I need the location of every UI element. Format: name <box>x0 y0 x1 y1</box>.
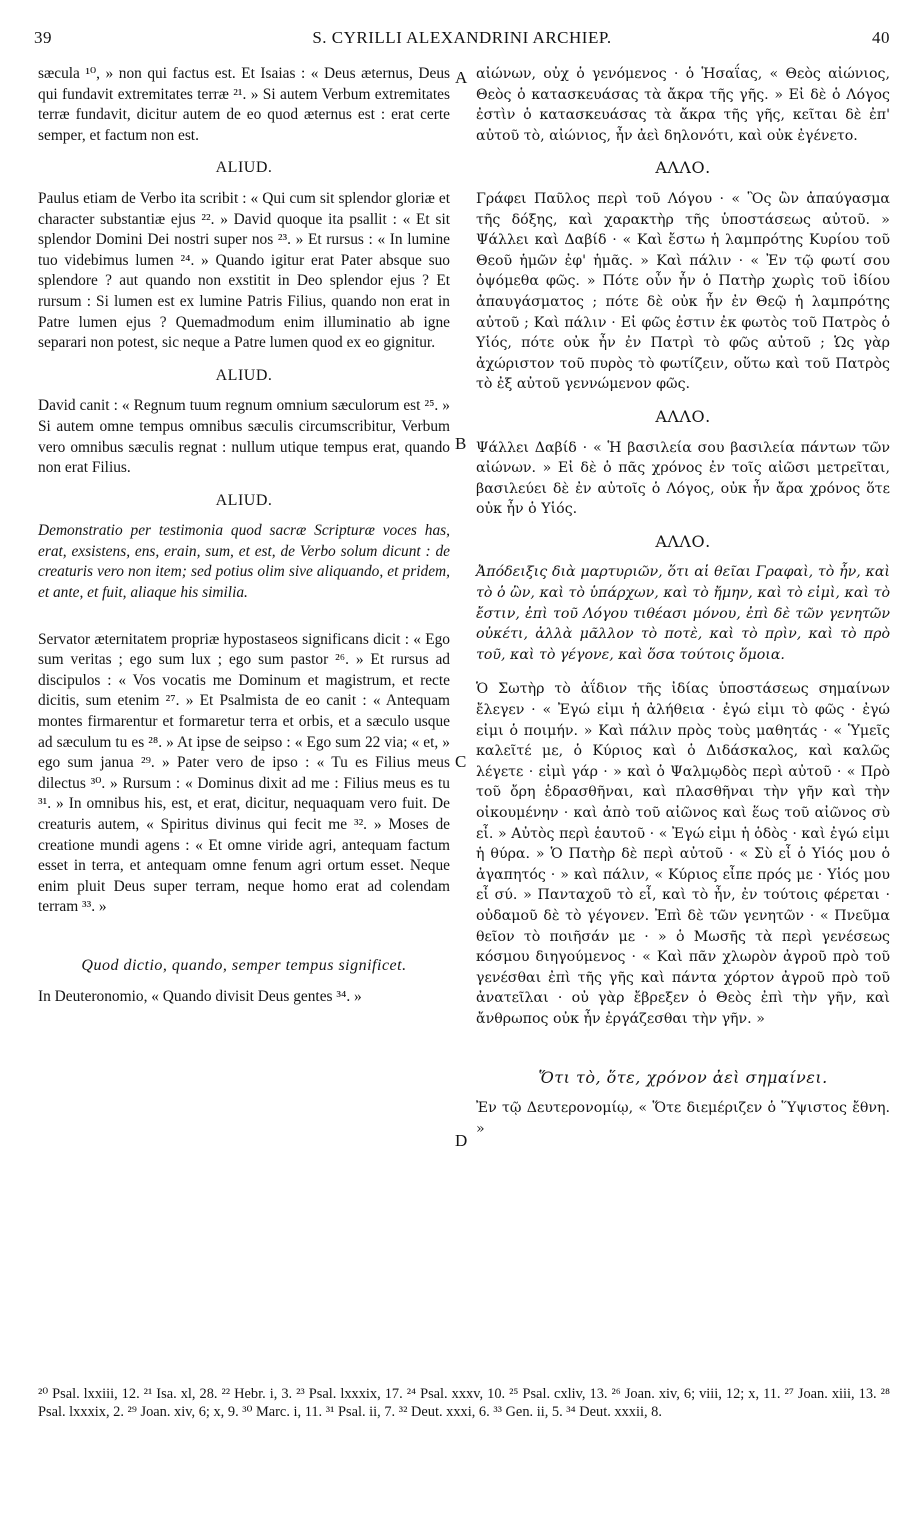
greek-heading-allo-3: ΑΛΛΟ. <box>655 531 711 551</box>
greek-heading-allo-2: ΑΛΛΟ. <box>655 406 711 426</box>
running-title: S. CYRILLI ALEXANDRINI ARCHIEP. <box>312 28 612 47</box>
greek-column <box>476 64 890 1139</box>
greek-paragraph-5: Ὁ Σωτὴρ τὸ ἀΐδιον τῆς ἰδίας ὑποστάσεως σημαίνων ἔλεγεν · « Ἐγώ εἰμι ἡ ἀλήθεια · ἐγώ εἰμι τὸ φῶς · ἐγώ εἰμι ὁ ποιμήν. » Καὶ πάλιν πρὸς τοὺς μαθητάς · « Ὑμεῖς καλεῖτέ με, ὁ Κύριος καὶ ὁ Διδάσκαλος, καὶ καλῶς λέγετε · εἰμὶ γάρ · » καὶ ὁ Ψαλμῳδὸς περὶ αὐτοῦ · « Πρὸ τοῦ ὄρη ἑδρασθῆναι, καὶ πλασθῆναι τὴν γῆν καὶ τὴν οἰκουμένην · καὶ ἀπὸ τοῦ αἰῶνος καὶ ἕως τοῦ αἰῶνος σὺ εἶ. » Αὐτὸς περὶ ἑαυτοῦ · « Ἐγώ εἰμι ἡ ὁδὸς · καὶ ἐγώ εἰμι ἡ θύρα. » Ὁ Πατὴρ δὲ περὶ αὐτοῦ · « Σὺ εἶ ὁ Υἱός μου ὁ ἀγαπητός · » καὶ πάλιν, « Κύριος εἶπε πρός με · Υἱός μου εἶ σύ. » Πανταχοῦ τὸ εἶ, καὶ τὸ ἦν, ἐν τούτοις φέρεται · οὐδαμοῦ δὲ τὸ γέγονεν. Ἐπὶ δὲ τῶν γενητῶν · « Πνεῦμα θεῖον τὸ ποιῆσάν με · » ὁ Μωσῆς τὰ περὶ γενέσεως κόσμου διηγούμενος · « Καὶ πᾶν χλωρὸν ἀγροῦ πρὸ τοῦ γενέσθαι ἐπὶ τῆς γῆς καὶ πάντα χόρτον ἀγροῦ πρὸ τοῦ ἀνατεῖλαι · οὐ γὰρ ἔβρεξεν ὁ Θεὸς ἐπὶ τὴν γῆν, καὶ ἄνθρωπος οὐκ ἦν ἐργάζεσθαι τὴν γῆν. » <box>476 681 890 1027</box>
margin-marker-c: C <box>455 752 467 771</box>
greek-demonstration-title: Ἀπόδειξις διὰ μαρτυριῶν, ὅτι αἱ θεῖαι Γραφαὶ, τὸ ἦν, καὶ τὸ ὁ ὢν, καὶ τὸ ὑπάρχων, καὶ τὸ ἤμην, καὶ τὸ εἰμὶ, καὶ τὸ ἔστιν, ἐπὶ τοῦ Λόγου τιθέασι μόνου, ἐπὶ δὲ τῶν γενητῶν οὐκέτι, ἀλλὰ μᾶλλον τὸ ποτὲ, καὶ τὸ πρὶν, καὶ τὸ πρὸ τοῦ, καὶ τὸ γέγονε, καὶ ὅσα τούτοις ὅμοια. <box>476 564 890 663</box>
latin-demonstration-title: Demonstratio per testimonia quod sacræ Scripturæ voces has, erat, exsistens, ens, erain, sum, et est, de Verbo solum dicunt : de creaturis vero non item; sed potius olim sive aliquando, et pridem, et ante, et fuit, aliaque his similia. <box>38 522 450 602</box>
latin-paragraph-7: In Deuteronomio, « Quando divisit Deus gentes ³⁴. » <box>38 987 362 1005</box>
margin-marker-d: D <box>455 1131 468 1150</box>
footnote-text: ²⁰ Psal. lxxiii, 12. ²¹ Isa. xl, 28. ²² Hebr. i, 3. ²³ Psal. lxxxix, 17. ²⁴ Psal. xxxv, 10. ²⁵ Psal. cxliv, 13. ²⁶ Joan. xiv, 6; viii, 12; x, 11. ²⁷ Joan. xiii, 13. ²⁸ Psal. lxxxix, 2. ²⁹ Joan. xiv, 6; x, 9. ³⁰ Marc. i, 11. ³¹ Psal. ii, 7. ³² Deut. xxxi, 6. ³³ Gen. ii, 5. ³⁴ Deut. xxxii, 8. <box>38 1386 890 1420</box>
footnotes <box>38 1385 890 1421</box>
latin-heading-aliud-3: ALIUD. <box>215 491 273 509</box>
page-header <box>34 28 890 54</box>
margin-marker-b: B <box>455 434 467 453</box>
greek-section-title: Ὅτι τὸ, ὅτε, χρόνον ἀεὶ σημαίνει. <box>538 1067 828 1087</box>
latin-section-title: Quod dictio, quando, semper tempus significet. <box>81 956 407 974</box>
greek-heading-allo-1: ΑΛΛΟ. <box>655 158 711 178</box>
latin-heading-aliud-1: ALIUD. <box>215 159 273 177</box>
latin-paragraph-1: sæcula ¹⁰, » non qui factus est. Et Isaias : « Deus æternus, Deus qui fundavit extremitates terræ ²¹. » Si autem Verbum extremitates terræ fundavit, dicitur autem de eo quod æternus est : erat certe semper, et factum non est. <box>38 65 450 144</box>
greek-paragraph-7: Ἐν τῷ Δευτερονομίῳ, « Ὅτε διεμέριζεν ὁ Ὕψιστος ἔθνη. » <box>476 1100 890 1137</box>
latin-paragraph-3: David canit : « Regnum tuum regnum omnium sæculorum est ²⁵. » Si autem omne tempus omnibus sæculis circumscribitur, Verbum vero omnibus sæculis regnat : nullum utique tempus erat, quando non erat Filius. <box>38 397 450 477</box>
latin-paragraph-5: Servator æternitatem propriæ hypostaseos significans dicit : « Ego sum veritas ; ego sum lux ; ego sum pastor ²⁶. » Et rursus ad discipulos : « Vos vocatis me Dominum et magistrum, et recte dicitis, sum etenim ²⁷. » Et Psalmista de eo canit : « Antequam montes firmarentur et formaretur terra et orbis, et a sæculo usque ad sæculum tu es ²⁸. » At ipse de seipso : « Ego sum 22 via; « et, » ego sum janua ²⁹. » Pater vero de ipso : « Tu es Filius meus dilectus ³⁰. » Rursum : « Dominus dixit ad me : Filius meus es tu ³¹. » In omnibus his, est, et erat, dicitur, nequaquam vero fuit. De creaturis autem, « Spiritus divinus qui fecit me ³². » Moses de creatione mundi agens : « Et omne viride agri, antequam factum esset in terra, et antequam omne fenum agri ortum esset. Neque enim pluit Deus super terram, neque homo erat ad colendam terram ³³. » <box>38 630 450 916</box>
latin-heading-aliud-2: ALIUD. <box>215 366 273 384</box>
latin-paragraph-2: Paulus etiam de Verbo ita scribit : « Qui cum sit splendor gloriæ et character substantiæ ejus ²². » David quoque ita psallit : « Et sit splendor Domini Dei nostri super nos ²³. » Et rursus : « In lumine tuo videbimus lumen ²⁴. » Quando igitur erat Pater absque suo splendore ? aut quando non exstitit in Deo splendor ejus ? Et rursum : Si lumen est ex lumine Patris Filius, quando non erat in Patre lumen ejus ? Quemadmodum enim illuminatio ab igne separari non potest, sic neque a Patre lumen quod ex eo gignitur. <box>38 189 450 352</box>
greek-paragraph-2: Γράφει Παῦλος περὶ τοῦ Λόγου · « Ὃς ὢν ἀπαύγασμα τῆς δόξης, καὶ χαρακτὴρ τῆς ὑποστάσεως αὐτοῦ. » Ψάλλει καὶ Δαβίδ · « Καὶ ἔστω ἡ λαμπρότης Κυρίου τοῦ Θεοῦ ἡμῶν ἐφ' ἡμᾶς. » Καὶ πάλιν · « Ἐν τῷ φωτί σου ὀψόμεθα φῶς. » Πότε οὖν ἦν ὁ Πατὴρ χωρὶς τοῦ ἰδίου ἀπαυγάσματος ; πότε δὲ οὐκ ἦν ἐν Θεῷ ἡ λαμπρότης αὐτοῦ ; Καὶ πάλιν · Εἰ φῶς ἐστιν ἐκ φωτὸς τοῦ Πατρὸς ὁ Υἱός, πότε οὐκ ἦν ἐν Πατρὶ τὸ φῶς αὐτοῦ ; Ὡς γὰρ ἀχώριστον τοῦ πυρὸς τὸ φωτίζειν, οὕτω καὶ τοῦ Πατρὸς τὸ ἐξ αὐτοῦ γεννώμενον φῶς. <box>476 190 890 393</box>
greek-paragraph-1: αἰώνων, οὐχ ὁ γενόμενος · ὁ Ἡσαΐας, « Θεὸς αἰώνιος, Θεὸς ὁ κατασκευάσας τὰ ἄκρα τῆς γῆς. » Εἰ δὲ ὁ Λόγος ἐστὶν ὁ κατασκευάσας τὰ ἄκρα τῆς γῆς, κεῖται δὲ ἐπ' αὐτοῦ τὸ, αἰώνιος, ἦν ἀεὶ δηλονότι, καὶ οὐκ ἐγένετο. <box>476 66 890 144</box>
greek-paragraph-3: Ψάλλει Δαβίδ · « Ἡ βασιλεία σου βασιλεία πάντων τῶν αἰώνων. » Εἰ δὲ ὁ πᾶς χρόνος ἐν τοῖς αἰῶσι μετρεῖται, βασιλεύει δὲ ἐν αὐτοῖς ὁ Λόγος, οὐκ ἦν ἄρα χρόνος ὅτε οὐκ ἦν ὁ Υἱός. <box>476 439 890 518</box>
page-number-right: 40 <box>872 28 890 47</box>
latin-column <box>38 64 450 1007</box>
margin-marker-a: A <box>455 68 468 87</box>
page-number-left: 39 <box>34 28 52 47</box>
